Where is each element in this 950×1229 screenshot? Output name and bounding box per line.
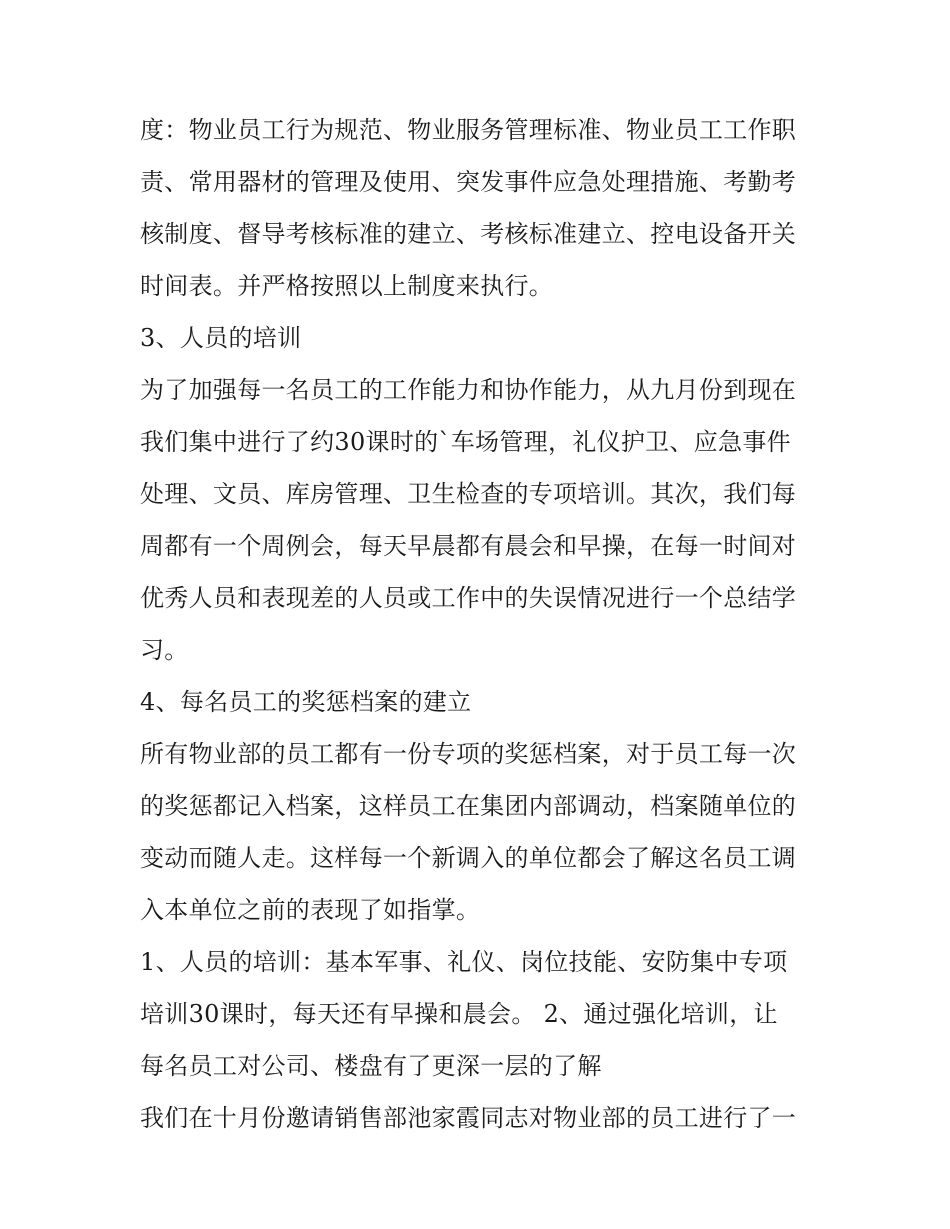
text-line: 优秀人员和表现差的人员或工作中的失误情况进行一个总结学: [140, 584, 797, 612]
text-line: 处理、文员、库房管理、卫生检查的专项培训。其次，我们每: [140, 480, 797, 508]
text-line: 培训30课时，每天还有早操和晨会。 2、通过强化培训，让: [140, 1000, 778, 1028]
text-line: 为了加强每一名员工的工作能力和协作能力，从九月份到现在: [140, 376, 797, 404]
section-heading: 4、每名员工的奖惩档案的建立: [140, 688, 472, 716]
text-line: 的奖惩都记入档案，这样员工在集团内部调动，档案随单位的: [140, 792, 797, 820]
section-heading: 3、人员的培训: [140, 324, 302, 352]
list-item: 1、人员的培训：基本军事、礼仪、岗位技能、安防集中专项: [140, 948, 788, 976]
text-line: 入本单位之前的表现了如指掌。: [140, 896, 481, 924]
text-line: 责、常用器材的管理及使用、突发事件应急处理措施、考勤考: [140, 168, 797, 196]
text-line: 所有物业部的员工都有一份专项的奖惩档案，对于员工每一次: [140, 740, 797, 768]
text-line: 周都有一个周例会，每天早晨都有晨会和早操，在每一时间对: [140, 532, 797, 560]
text-line: 我们集中进行了约30课时的`车场管理，礼仪护卫、应急事件: [140, 428, 791, 456]
text-line: 每名员工对公司、楼盘有了更深一层的了解: [140, 1052, 602, 1080]
text-line: 变动而随人走。这样每一个新调入的单位都会了解这名员工调: [140, 844, 797, 872]
text-line: 习。: [140, 636, 189, 664]
document-page: [140, 104, 820, 1144]
text-line: 核制度、督导考核标准的建立、考核标准建立、控电设备开关: [140, 220, 797, 248]
text-line: 时间表。并严格按照以上制度来执行。: [140, 272, 554, 300]
text-line: 我们在十月份邀请销售部池家霞同志对物业部的员工进行了一: [140, 1104, 797, 1132]
text-line: 度：物业员工行为规范、物业服务管理标准、物业员工工作职: [140, 116, 797, 144]
